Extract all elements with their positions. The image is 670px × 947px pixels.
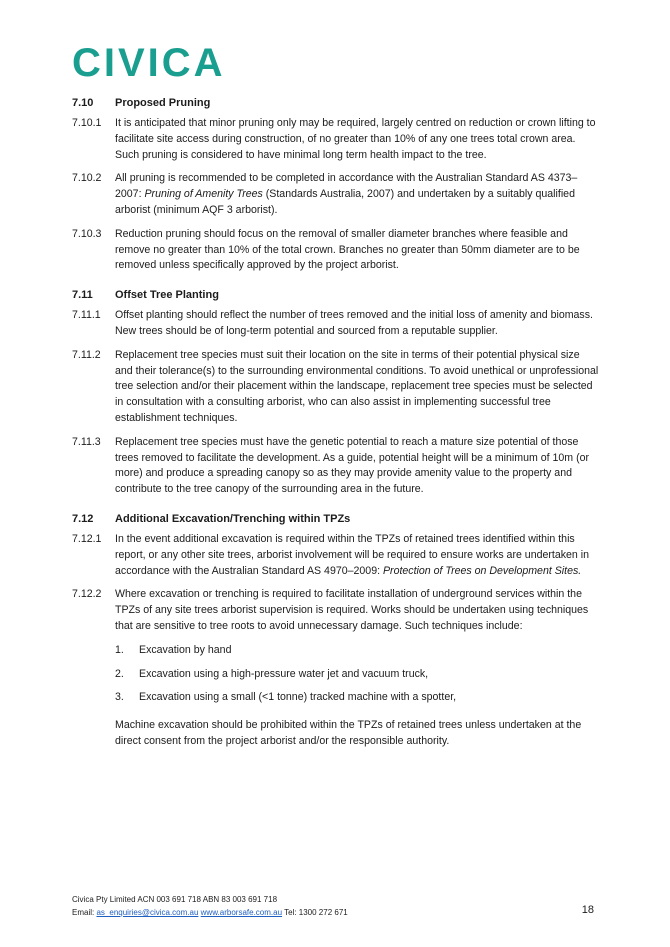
paragraph: 7.11.3 Replacement tree species must have the genetic potential to reach a mature size potential of those trees removed to facilitate the development. As a guide, potential height will be a minimum of 10m (or more) and produce a spreading canopy so as they may provide amenity value to the property and contribute to the tree canopy of the surrounding area in the future.	[72, 435, 590, 496]
paragraph: 7.10.1 It is anticipated that minor pruning only may be required, largely centred on reduction or crown lifting to facilitate site access during construction, of no greater than 10% of any one trees total crown area. Such pruning is considered to have minimal long term health impact to the tree.	[72, 117, 596, 161]
section-heading: 7.10 Proposed Pruning	[72, 97, 211, 109]
paragraph: 7.11.2 Replacement tree species must suit their location on the site in terms of their potential physical size and their tolerance(s) to the surrounding environmental conditions. To avoid unethical or unprofessional tree selection and/or their placement within the landscape, replacement tree species must be selected in consultation with a consulting arborist, who can also assist in implementing successful tree establishment techniques.	[72, 348, 599, 424]
contact-line: Email: as_enquiries@civica.com.au www.arborsafe.com.au Tel: 1300 272 671	[72, 908, 348, 917]
document-body	[72, 96, 600, 750]
paragraph: 7.11.1 Offset planting should reflect the number of trees removed and the initial loss of amenity and biomass. New trees should be of long-term potential and sourced from a reputable supplier.	[72, 309, 593, 337]
paragraph: 7.10.3 Reduction pruning should focus on the removal of smaller diameter branches where feasible and remove no greater than 10% of the total crown. Branches no greater than 50mm diameter are to be removed unless specifically approved by the project arborist.	[72, 227, 580, 272]
civica-logo	[72, 42, 228, 80]
company-info: Civica Pty Limited ACN 003 691 718 ABN 83 003 691 718	[72, 895, 278, 904]
page-footer	[72, 893, 600, 919]
section-heading: 7.12 Additional Excavation/Trenching within TPZs	[72, 512, 351, 525]
section-heading: 7.11 Offset Tree Planting	[72, 289, 219, 302]
list-item: 1. Excavation by hand	[115, 643, 232, 656]
closing-paragraph: Machine excavation should be prohibited within the TPZs of retained trees unless undertaken at the direct consent from the project arborist and/or the responsible authority.	[115, 719, 582, 747]
list-item: 3. Excavation using a small (<1 tonne) tracked machine with a spotter,	[115, 691, 457, 704]
paragraph: 7.12.1 In the event additional excavation is required within the TPZs of retained trees identified within this report, or any other site trees, arborist involvement will be required to ensure works are undertaken in accordance with the Australian Standard AS 4970–2009: Protection of Trees on Development Sites.	[72, 532, 590, 577]
paragraph: 7.12.2 Where excavation or trenching is required to facilitate installation of underground services within the TPZs of any site trees arborist supervision is required. Works should be undertaken using techniques that are sensitive to tree roots to avoid unnecessary damage. Such techniques include:	[72, 588, 589, 632]
list-item: 2. Excavation using a high-pressure water jet and vacuum truck,	[115, 667, 429, 680]
email-link[interactable]: as_enquiries@civica.com.au	[96, 908, 199, 917]
paragraph: 7.10.2 All pruning is recommended to be completed in accordance with the Australian Standard AS 4373–2007: Pruning of Amenity Trees (Standards Australia, 2007) and undertaken by a suitably qualified arborist (minimum AQF 3 arborist).	[72, 172, 578, 216]
logo-text: CIVICA	[72, 42, 226, 80]
technique-list	[72, 643, 600, 706]
page-number: 18	[581, 904, 594, 916]
website-link[interactable]: www.arborsafe.com.au	[200, 908, 283, 917]
telephone: Tel: 1300 272 671	[284, 908, 348, 917]
